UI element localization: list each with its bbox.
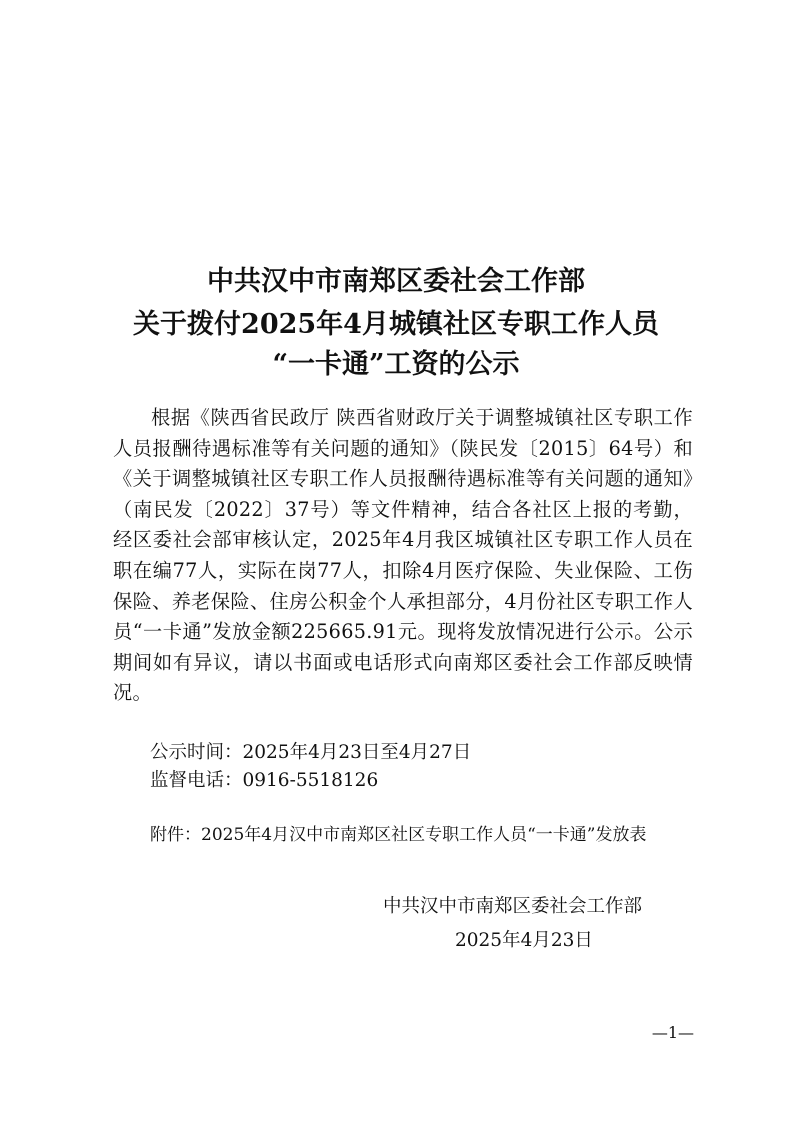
publicity-time: 公示时间：2025年4月23日至4月27日: [150, 742, 472, 763]
document-title-line-3: “一卡通”工资的公示: [272, 349, 520, 380]
page-number: —1—: [651, 1023, 694, 1042]
document-title-line-2: 关于拨付2025年4月城镇社区专职工作人员: [133, 309, 659, 340]
signature-date: 2025年4月23日: [455, 930, 593, 951]
document-title-line-1: 中共汉中市南郑区委社会工作部: [207, 266, 585, 297]
body-paragraph: 根据《陕西省民政厅 陕西省财政厅关于调整城镇社区专职工作人员报酬待遇标准等有关问题的通知》（陕民发〔2015〕64号）和《关于调整城镇社区专职工作人员报酬待遇标准等有关问题的通知》（南民发〔2022〕37号）等文件精神，结合各社区上报的考勤，经区委社会部审核认定，2025年4月我区城镇社区专职工作人员在职在编77人，实际在岗77人，扣除4月医疗保险、失业保险、工伤保险、养老保险、住房公积金个人承担部分，4月份社区专职工作人员“一卡通”发放金额225665.91元。现将发放情况进行公示。公示期间如有异议，请以书面或电话形式向南郑区委社会工作部反映情况。: [113, 406, 693, 705]
supervision-hotline: 监督电话：0916-5518126: [150, 770, 379, 791]
signature-organization: 中共汉中市南郑区委社会工作部: [383, 896, 643, 917]
attachment-note: 附件：2025年4月汉中市南郑区社区专职工作人员“一卡通”发放表: [150, 825, 647, 845]
